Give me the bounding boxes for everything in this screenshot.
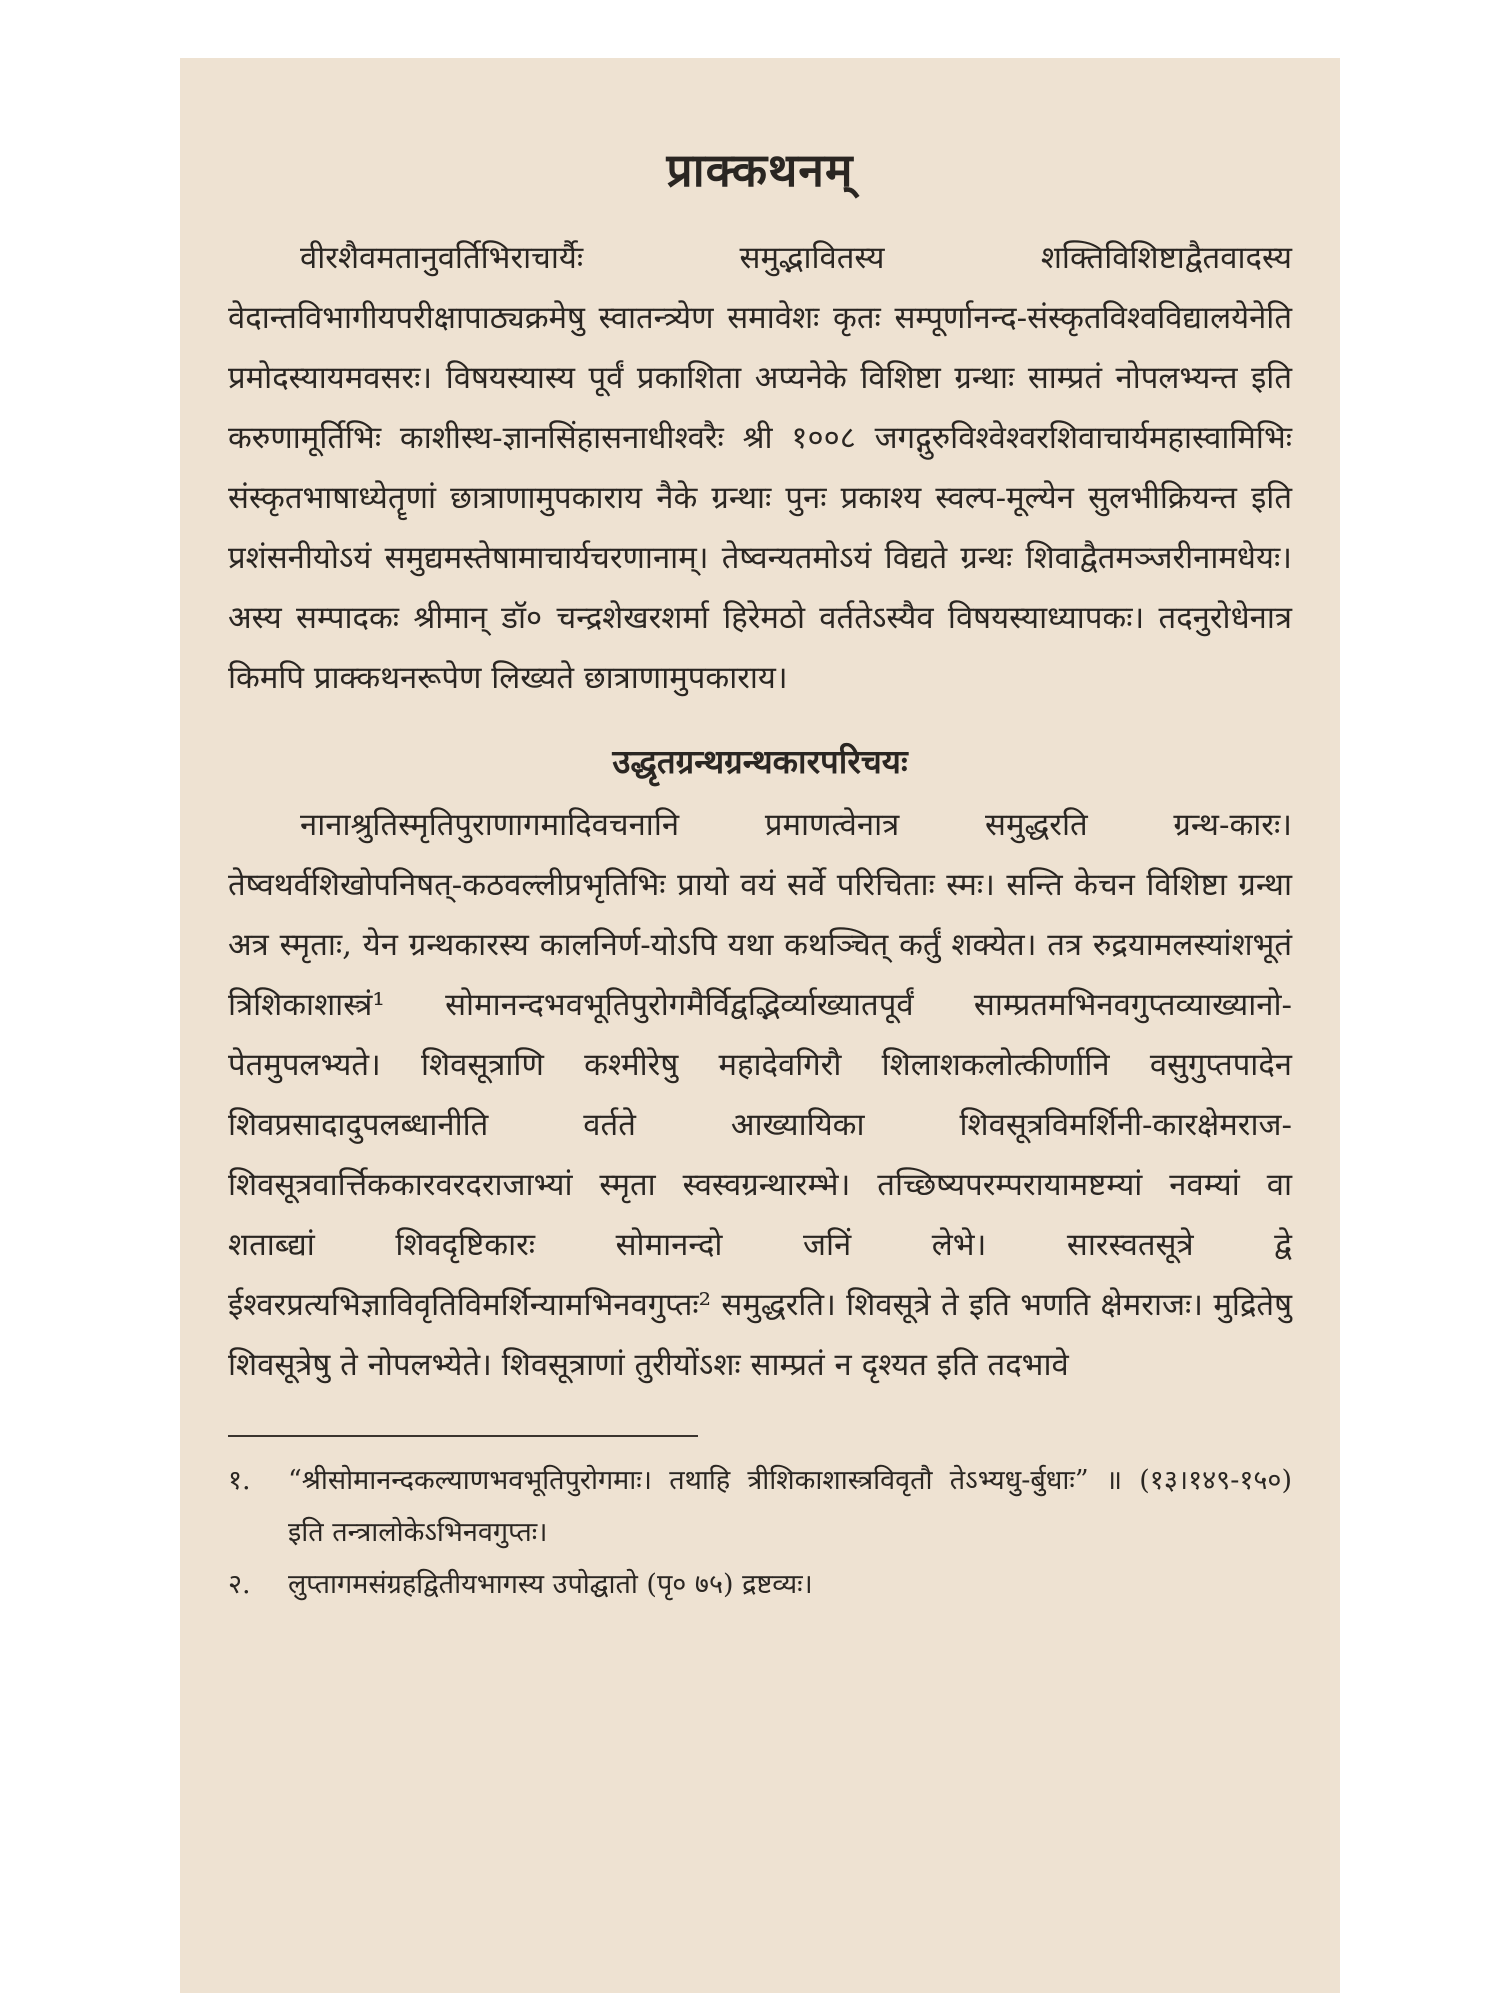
footnote-1: [228, 1455, 1292, 1559]
paragraph-1: वीरशैवमतानुवर्तिभिराचार्यैः समुद्भावितस्य शक्तिविशिष्टाद्वैतवादस्य वेदान्तविभागीयपरीक्षापाठ्यक्रमेषु स्वातन्त्र्येण समावेशः कृतः सम्पूर्णानन्द-संस्कृतविश्वविद्यालयेनेति प्रमोदस्यायमवसरः। विषयस्यास्य पूर्वं प्रकाशिता अप्यनेके विशिष्टा ग्रन्थाः साम्प्रतं नोपलभ्यन्त इति करुणामूर्तिभिः काशीस्थ-ज्ञानसिंहासनाधीश्वरैः श्री १००८ जगद्गुरुविश्वेश्वरशिवाचार्यमहास्वामिभिः संस्कृतभाषाध्येतॄणां छात्राणामुपकाराय नैके ग्रन्थाः पुनः प्रकाश्य स्वल्प-मूल्येन सुलभीक्रियन्त इति प्रशंसनीयोऽयं समुद्यमस्तेषामाचार्यचरणानाम्। तेष्वन्यतमोऽयं विद्यते ग्रन्थः शिवाद्वैतमञ्जरीनामधेयः। अस्य सम्पादकः श्रीमान् डॉ० चन्द्रशेखरशर्मा हिरेमठो वर्ततेऽस्यैव विषयस्याध्यापकः। तदनुरोधेनात्र किमपि प्राक्कथनरूपेण लिख्यते छात्राणामुपकाराय।: [228, 240, 1292, 696]
book-page: [180, 58, 1340, 1993]
footnote-number: २.: [228, 1569, 251, 1600]
footnote-text: लुप्तागमसंग्रहद्वितीयभागस्य उपोद्घातो (पृ० ७५) द्रष्टव्यः।: [288, 1569, 813, 1600]
footnote-number: १.: [228, 1465, 251, 1496]
footnote-divider: [228, 1435, 698, 1437]
page-title: प्राक्कथनम्: [666, 143, 854, 197]
footnote-2: [228, 1559, 1292, 1611]
section-heading: उद्धृतग्रन्थग्रन्थकारपरिचयः: [612, 742, 908, 781]
footnote-text: “श्रीसोमानन्दकल्याणभवभूतिपुरोगमाः। तथाहि त्रीशिकाशास्त्रविवृतौ तेऽभ्यधु-र्बुधाः” ॥ (१३।१४९-१५०) इति तन्त्रालोकेऽभिनवगुप्तः।: [288, 1465, 1292, 1548]
paragraph-2: नानाश्रुतिस्मृतिपुराणागमादिवचनानि प्रमाणत्वेनात्र समुद्धरति ग्रन्थ-कारः। तेष्वथर्वशिखोपनिषत्-कठवल्लीप्रभृतिभिः प्रायो वयं सर्वे परिचिताः स्मः। सन्ति केचन विशिष्टा ग्रन्था अत्र स्मृताः, येन ग्रन्थकारस्य कालनिर्ण-योऽपि यथा कथञ्चित् कर्तुं शक्येत। तत्र रुद्रयामलस्यांशभूतं त्रिशिकाशास्त्रं¹ सोमानन्दभवभूतिपुरोगमैर्विद्वद्भिर्व्याख्यातपूर्वं साम्प्रतमभिनवगुप्तव्याख्यानो-पेतमुपलभ्यते। शिवसूत्राणि कश्मीरेषु महादेवगिरौ शिलाशकलोत्कीर्णानि वसुगुप्तपादेन शिवप्रसादादुपलब्धानीति वर्तते आख्यायिका शिवसूत्रविमर्शिनी-कारक्षेमराज-शिवसूत्रवार्त्तिककारवरदराजाभ्यां स्मृता स्वस्वग्रन्थारम्भे। तच्छिष्यपरम्परायामष्टम्यां नवम्यां वा शताब्द्यां शिवदृष्टिकारः सोमानन्दो जनिं लेभे। सारस्वतसूत्रे द्वे ईश्वरप्रत्यभिज्ञाविवृतिविमर्शिन्यामभिनवगुप्तः² समुद्धरति। शिवसूत्रे ते इति भणति क्षेमराजः। मुद्रितेषु शिवसूत्रेषु ते नोपलभ्येते। शिवसूत्राणां तुरीयोंऽशः साम्प्रतं न दृश्यत इति तदभावे: [228, 807, 1292, 1383]
